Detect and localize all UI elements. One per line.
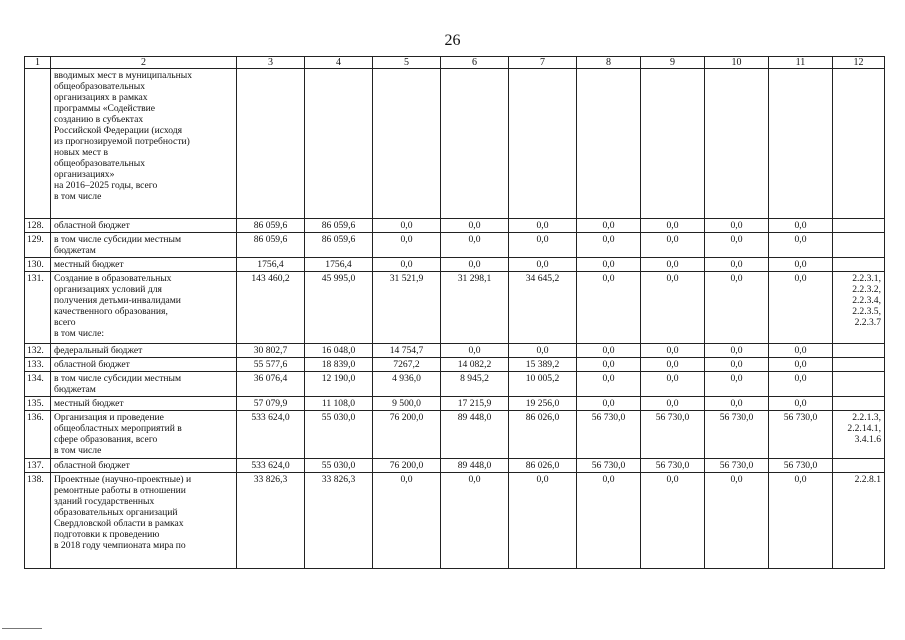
row-number: 131. [25,272,51,344]
row-number: 138. [25,473,51,569]
value-cell: 0,0 [769,397,833,411]
table-row [25,411,885,459]
value-cell: 0,0 [509,233,577,258]
table-row [25,358,885,372]
row-number: 129. [25,233,51,258]
value-cell: 30 802,7 [237,344,305,358]
value-cell: 86 026,0 [509,411,577,459]
table-row [25,258,885,272]
value-cell: 16 048,0 [305,344,373,358]
column-header: 11 [769,57,833,69]
value-cell: 56 730,0 [769,411,833,459]
value-cell: 19 256,0 [509,397,577,411]
value-cell: 8 945,2 [441,372,509,397]
column-header: 8 [577,57,641,69]
value-cell: 0,0 [769,233,833,258]
value-cell: 56 730,0 [577,411,641,459]
value-cell: 0,0 [769,219,833,233]
value-cell: 89 448,0 [441,411,509,459]
value-cell: 0,0 [769,258,833,272]
reference-cell: 2.2.3.1, 2.2.3.2, 2.2.3.4, 2.2.3.5, 2.2.3.7 [833,272,885,344]
value-cell: 1756,4 [237,258,305,272]
value-cell: 36 076,4 [237,372,305,397]
value-cell: 0,0 [705,358,769,372]
column-header: 12 [833,57,885,69]
column-header: 9 [641,57,705,69]
value-cell: 0,0 [705,258,769,272]
reference-cell [833,459,885,473]
value-cell: 0,0 [705,272,769,344]
value-cell: 0,0 [705,219,769,233]
value-cell: 56 730,0 [577,459,641,473]
value-cell: 10 005,2 [509,372,577,397]
value-cell: 0,0 [641,344,705,358]
reference-cell [833,69,885,219]
value-cell: 31 521,9 [373,272,441,344]
value-cell: 0,0 [373,258,441,272]
row-name: Организация и проведение общеобластных мероприятий в сфере образования, всего в том числе [51,411,237,459]
value-cell: 0,0 [577,397,641,411]
column-header: 6 [441,57,509,69]
value-cell: 0,0 [641,473,705,569]
value-cell [769,69,833,219]
value-cell: 15 389,2 [509,358,577,372]
value-cell: 0,0 [577,372,641,397]
value-cell: 76 200,0 [373,411,441,459]
value-cell: 76 200,0 [373,459,441,473]
row-number: 135. [25,397,51,411]
value-cell: 0,0 [705,473,769,569]
table-row [25,219,885,233]
column-header: 5 [373,57,441,69]
value-cell: 4 936,0 [373,372,441,397]
value-cell: 0,0 [373,233,441,258]
row-name: местный бюджет [51,397,237,411]
value-cell: 55 030,0 [305,411,373,459]
value-cell: 0,0 [641,397,705,411]
row-number: 133. [25,358,51,372]
value-cell: 0,0 [641,233,705,258]
value-cell: 533 624,0 [237,411,305,459]
row-name: областной бюджет [51,459,237,473]
reference-cell: 2.2.8.1 [833,473,885,569]
column-header: 4 [305,57,373,69]
row-name: областной бюджет [51,219,237,233]
row-name: в том числе субсидии местным бюджетам [51,233,237,258]
reference-cell [833,344,885,358]
value-cell: 56 730,0 [641,459,705,473]
value-cell: 533 624,0 [237,459,305,473]
value-cell [305,69,373,219]
value-cell: 0,0 [705,397,769,411]
value-cell: 0,0 [441,219,509,233]
value-cell: 0,0 [641,272,705,344]
row-name: Проектные (научно-проектные) и ремонтные работы в отношении зданий государственных образовательных организаций Свердловской области в рамках подготовки к проведению в 2018 году чемпионата мира по [51,473,237,569]
value-cell [441,69,509,219]
row-number [25,69,51,219]
value-cell: 86 059,6 [305,233,373,258]
value-cell: 0,0 [769,272,833,344]
value-cell: 0,0 [577,344,641,358]
value-cell: 0,0 [641,258,705,272]
value-cell: 7267,2 [373,358,441,372]
value-cell [509,69,577,219]
value-cell: 33 826,3 [237,473,305,569]
row-name: Создание в образовательных организациях условий для получения детьми-инвалидами качественного образования, всего в том числе: [51,272,237,344]
value-cell: 56 730,0 [641,411,705,459]
value-cell: 0,0 [641,358,705,372]
column-header: 3 [237,57,305,69]
value-cell: 86 059,6 [237,219,305,233]
value-cell: 89 448,0 [441,459,509,473]
row-name: местный бюджет [51,258,237,272]
value-cell: 0,0 [641,372,705,397]
column-header-row [25,57,885,69]
row-name: в том числе субсидии местным бюджетам [51,372,237,397]
value-cell: 57 079,9 [237,397,305,411]
value-cell: 0,0 [577,272,641,344]
value-cell: 0,0 [577,358,641,372]
page-number: 26 [444,32,461,49]
column-header: 1 [25,57,51,69]
table-row [25,344,885,358]
value-cell: 0,0 [769,473,833,569]
table-row [25,233,885,258]
value-cell: 86 059,6 [305,219,373,233]
column-header: 7 [509,57,577,69]
value-cell: 0,0 [509,473,577,569]
budget-table [24,56,885,569]
value-cell: 14 082,2 [441,358,509,372]
value-cell [705,69,769,219]
value-cell [237,69,305,219]
value-cell: 0,0 [577,473,641,569]
value-cell: 34 645,2 [509,272,577,344]
value-cell: 0,0 [441,344,509,358]
page-edge-mark [2,628,42,629]
value-cell: 0,0 [577,219,641,233]
value-cell: 33 826,3 [305,473,373,569]
value-cell: 55 577,6 [237,358,305,372]
value-cell: 0,0 [441,258,509,272]
value-cell: 55 030,0 [305,459,373,473]
table-row [25,459,885,473]
value-cell: 56 730,0 [705,459,769,473]
value-cell: 56 730,0 [705,411,769,459]
value-cell: 143 460,2 [237,272,305,344]
value-cell: 12 190,0 [305,372,373,397]
value-cell: 0,0 [641,219,705,233]
value-cell: 0,0 [769,372,833,397]
value-cell: 0,0 [441,473,509,569]
value-cell: 0,0 [509,344,577,358]
value-cell: 0,0 [509,219,577,233]
reference-cell [833,372,885,397]
value-cell: 18 839,0 [305,358,373,372]
row-number: 130. [25,258,51,272]
value-cell: 0,0 [705,372,769,397]
value-cell: 45 995,0 [305,272,373,344]
value-cell [577,69,641,219]
value-cell: 0,0 [577,233,641,258]
value-cell: 0,0 [769,358,833,372]
row-name: областной бюджет [51,358,237,372]
table-row [25,473,885,569]
value-cell: 0,0 [509,258,577,272]
row-name: федеральный бюджет [51,344,237,358]
column-header: 2 [51,57,237,69]
reference-cell [833,233,885,258]
value-cell: 0,0 [769,344,833,358]
value-cell: 0,0 [441,233,509,258]
value-cell: 86 026,0 [509,459,577,473]
row-number: 136. [25,411,51,459]
value-cell: 11 108,0 [305,397,373,411]
value-cell: 1756,4 [305,258,373,272]
reference-cell: 2.2.1.3, 2.2.14.1, 3.4.1.6 [833,411,885,459]
table-row [25,372,885,397]
value-cell [373,69,441,219]
value-cell: 0,0 [705,233,769,258]
value-cell: 31 298,1 [441,272,509,344]
reference-cell [833,358,885,372]
value-cell: 56 730,0 [769,459,833,473]
row-name: вводимых мест в муниципальных общеобразовательных организациях в рамках программы «Содействие созданию в субъектах Российской Федерации (исходя из прогнозируемой потребности) новых мест в общеобразовательных организациях» на 2016–2025 годы, всего в том числе [51,69,237,219]
value-cell: 86 059,6 [237,233,305,258]
value-cell: 9 500,0 [373,397,441,411]
value-cell: 0,0 [705,344,769,358]
table-row [25,272,885,344]
row-number: 134. [25,372,51,397]
reference-cell [833,397,885,411]
reference-cell [833,258,885,272]
value-cell: 0,0 [577,258,641,272]
row-number: 132. [25,344,51,358]
column-header: 10 [705,57,769,69]
value-cell: 17 215,9 [441,397,509,411]
value-cell: 0,0 [373,473,441,569]
table-row [25,69,885,219]
reference-cell [833,219,885,233]
row-number: 128. [25,219,51,233]
value-cell: 14 754,7 [373,344,441,358]
table-row [25,397,885,411]
value-cell: 0,0 [373,219,441,233]
value-cell [641,69,705,219]
row-number: 137. [25,459,51,473]
